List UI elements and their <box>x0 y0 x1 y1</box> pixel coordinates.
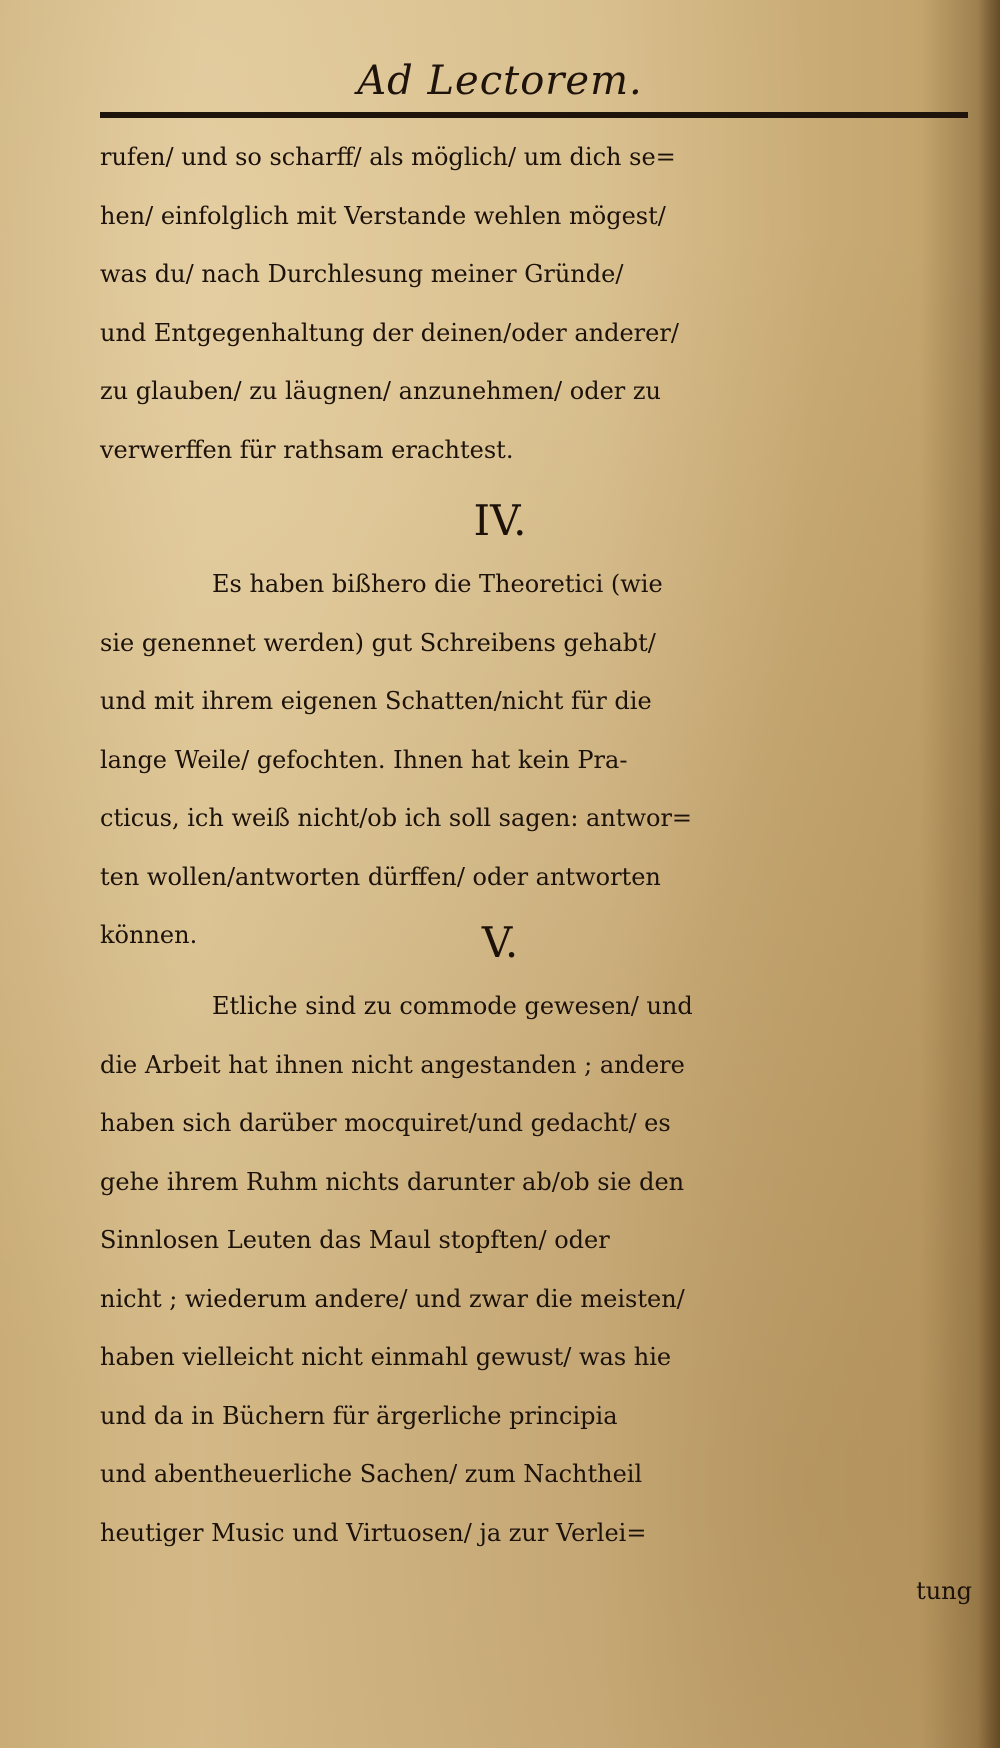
text-line: ten wollen/antworten dürffen/ oder antworten <box>100 862 661 891</box>
text-line: Sinnlosen Leuten das Maul stopften/ oder <box>100 1226 610 1254</box>
text-line: und da in Büchern für ärgerliche principia <box>100 1401 618 1430</box>
text-line: sie genennet werden) gut Schreibens gehabt/ <box>100 628 656 657</box>
text-line: Es haben bißhero die Theoretici (wie <box>212 570 663 598</box>
text-line: Etliche sind zu commode gewesen/ und <box>212 992 693 1020</box>
text-line: und mit ihrem eigenen Schatten/nicht für die <box>100 687 652 715</box>
catchword: tung <box>916 1577 972 1605</box>
text-line: verwerffen für rathsam erachtest. <box>100 435 514 464</box>
text-line: cticus, ich weiß nicht/ob ich soll sagen: antwor= <box>100 804 693 832</box>
section-v-paragraph <box>100 977 980 1621</box>
text-line: und abentheuerliche Sachen/ zum Nachtheil <box>100 1460 643 1488</box>
text-line: und Entgegenhaltung der deinen/oder anderer/ <box>100 318 679 347</box>
page-edge-shadow <box>978 0 1000 1748</box>
header-rule <box>100 112 968 118</box>
text-line: was du/ nach Durchlesung meiner Gründe/ <box>100 260 624 288</box>
section-numeral-v: V. <box>481 918 519 967</box>
section-iv-paragraph <box>100 555 980 965</box>
text-line: gehe ihrem Ruhm nichts darunter ab/ob sie den <box>100 1167 685 1196</box>
text-line: haben vielleicht nicht einmahl gewust/ was hie <box>100 1343 672 1371</box>
text-line: die Arbeit hat ihnen nicht angestanden ; andere <box>100 1050 685 1079</box>
text-line: können. <box>100 921 198 949</box>
text-line: haben sich darüber mocquiret/und gedacht/ es <box>100 1109 671 1137</box>
text-line: heutiger Music und Virtuosen/ ja zur Verlei= <box>100 1518 647 1547</box>
running-head: Ad Lectorem. <box>357 58 643 104</box>
text-line: lange Weile/ gefochten. Ihnen hat kein Pra- <box>100 745 628 774</box>
text-line: nicht ; wiederum andere/ und zwar die meisten/ <box>100 1284 685 1313</box>
paragraph-iii-end <box>100 128 980 479</box>
text-line: zu glauben/ zu läugnen/ anzunehmen/ oder zu <box>100 377 661 405</box>
text-line: rufen/ und so scharff/ als möglich/ um dich se= <box>100 143 676 171</box>
section-numeral-iv: IV. <box>473 496 527 545</box>
text-line: hen/ einfolglich mit Verstande wehlen mögest/ <box>100 201 666 230</box>
